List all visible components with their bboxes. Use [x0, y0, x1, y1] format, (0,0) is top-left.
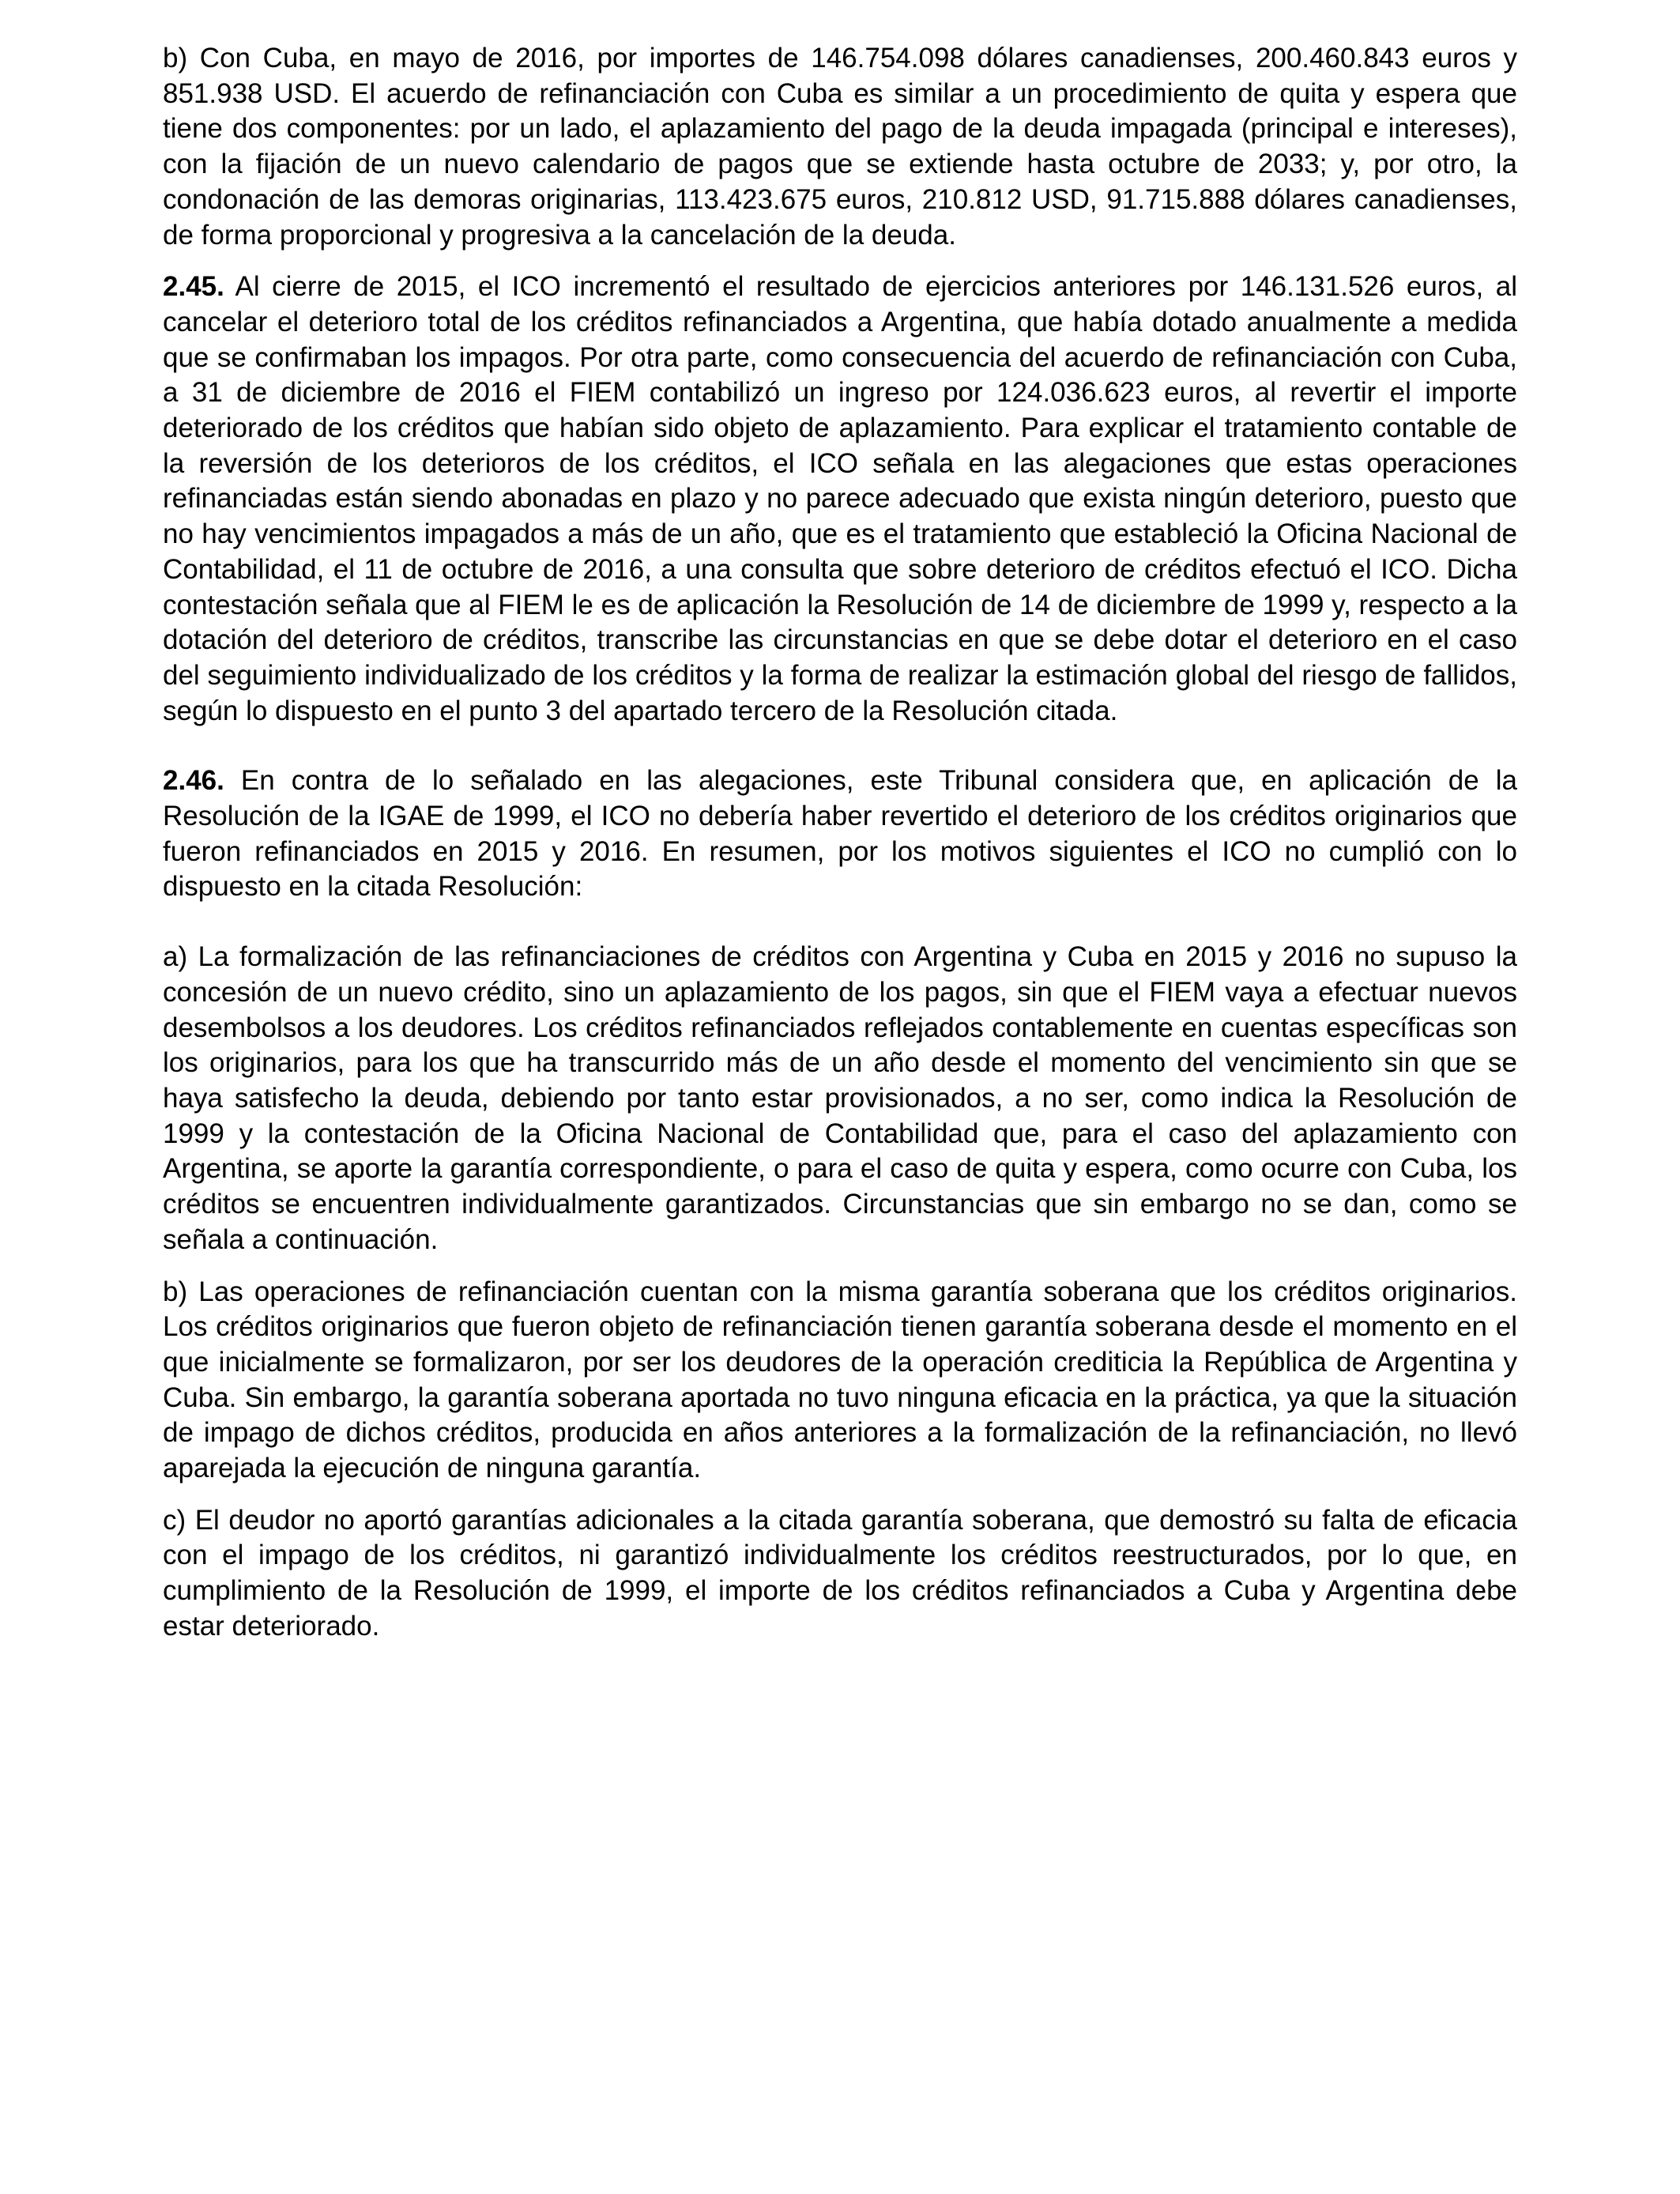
paragraph-a	[163, 940, 1517, 1257]
paragraph-c	[163, 1503, 1517, 1645]
paragraph-2-46	[163, 763, 1517, 905]
paragraph-text: b) Las operaciones de refinanciación cuentan con la misma garantía soberana que los créditos originarios. Los créditos originarios que fueron objeto de refinanciación tienen garantía soberana desde el momento en el que inicialmente se formalizaron, por ser los deudores de la operación crediticia la República de Argentina y Cuba. Sin embargo, la garantía soberana aportada no tuvo ninguna eficacia en la práctica, ya que la situación de impago de dichos créditos, producida en años anteriores a la formalización de la refinanciación, no llevó aparejada la ejecución de ninguna garantía.	[163, 1276, 1517, 1484]
paragraph-b-cuba	[163, 41, 1517, 253]
paragraph-text: b) Con Cuba, en mayo de 2016, por importes de 146.754.098 dólares canadienses, 200.460.843 euros y 851.938 USD. El acuerdo de refinanciación con Cuba es similar a un procedimiento de quita y espera que tiene dos componentes: por un lado, el aplazamiento del pago de la deuda impagada (principal e intereses), con la fijación de un nuevo calendario de pagos que se extiende hasta octubre de 2033; y, por otro, la condonación de las demoras originarias, 113.423.675 euros, 210.812 USD, 91.715.888 dólares canadienses, de forma proporcional y progresiva a la cancelación de la deuda.	[163, 43, 1517, 251]
paragraph-2-45	[163, 270, 1517, 729]
paragraph-text: En contra de lo señalado en las alegaciones, este Tribunal considera que, en aplicación de la Resolución de la IGAE de 1999, el ICO no debería haber revertido el deterioro de los créditos originarios que fueron refinanciados en 2015 y 2016. En resumen, por los motivos siguientes el ICO no cumplió con lo dispuesto en la citada Resolución:	[163, 765, 1517, 903]
paragraph-b	[163, 1275, 1517, 1487]
document-page	[163, 41, 1517, 1645]
paragraph-number: 2.45.	[163, 271, 224, 303]
paragraph-number: 2.46.	[163, 765, 224, 797]
paragraph-text: c) El deudor no aportó garantías adicionales a la citada garantía soberana, que demostró su falta de eficacia con el impago de los créditos, ni garantizó individualmente los créditos reestructurados, por lo que, en cumplimiento de la Resolución de 1999, el importe de los créditos refinanciados a Cuba y Argentina debe estar deteriorado.	[163, 1504, 1517, 1642]
paragraph-text: a) La formalización de las refinanciaciones de créditos con Argentina y Cuba en 2015 y 2016 no supuso la concesión de un nuevo crédito, sino un aplazamiento de los pagos, sin que el FIEM vaya a efectuar nuevos desembolsos a los deudores. Los créditos refinanciados reflejados contablemente en cuentas específicas son los originarios, para los que ha transcurrido más de un año desde el momento del vencimiento sin que se haya satisfecho la deuda, debiendo por tanto estar provisionados, a no ser, como indica la Resolución de 1999 y la contestación de la Oficina Nacional de Contabilidad que, para el caso del aplazamiento con Argentina, se aporte la garantía correspondiente, o para el caso de quita y espera, como ocurre con Cuba, los créditos se encuentren individualmente garantizados. Circunstancias que sin embargo no se dan, como se señala a continuación.	[163, 941, 1517, 1255]
paragraph-text: Al cierre de 2015, el ICO incrementó el resultado de ejercicios anteriores por 146.131.526 euros, al cancelar el deterioro total de los créditos refinanciados a Argentina, que había dotado anualmente a medida que se confirmaban los impagos. Por otra parte, como consecuencia del acuerdo de refinanciación con Cuba, a 31 de diciembre de 2016 el FIEM contabilizó un ingreso por 124.036.623 euros, al revertir el importe deteriorado de los créditos que habían sido objeto de aplazamiento. Para explicar el tratamiento contable de la reversión de los deterioros de los créditos, el ICO señala en las alegaciones que estas operaciones refinanciadas están siendo abonadas en plazo y no parece adecuado que exista ningún deterioro, puesto que no hay vencimientos impagados a más de un año, que es el tratamiento que estableció la Oficina Nacional de Contabilidad, el 11 de octubre de 2016, a una consulta que sobre deterioro de créditos efectuó el ICO. Dicha contestación señala que al FIEM le es de aplicación la Resolución de 14 de diciembre de 1999 y, respecto a la dotación del deterioro de créditos, transcribe las circunstancias en que se debe dotar el deterioro en el caso del seguimiento individualizado de los créditos y la forma de realizar la estimación global del riesgo de fallidos, según lo dispuesto en el punto 3 del apartado tercero de la Resolución citada.	[163, 271, 1517, 726]
